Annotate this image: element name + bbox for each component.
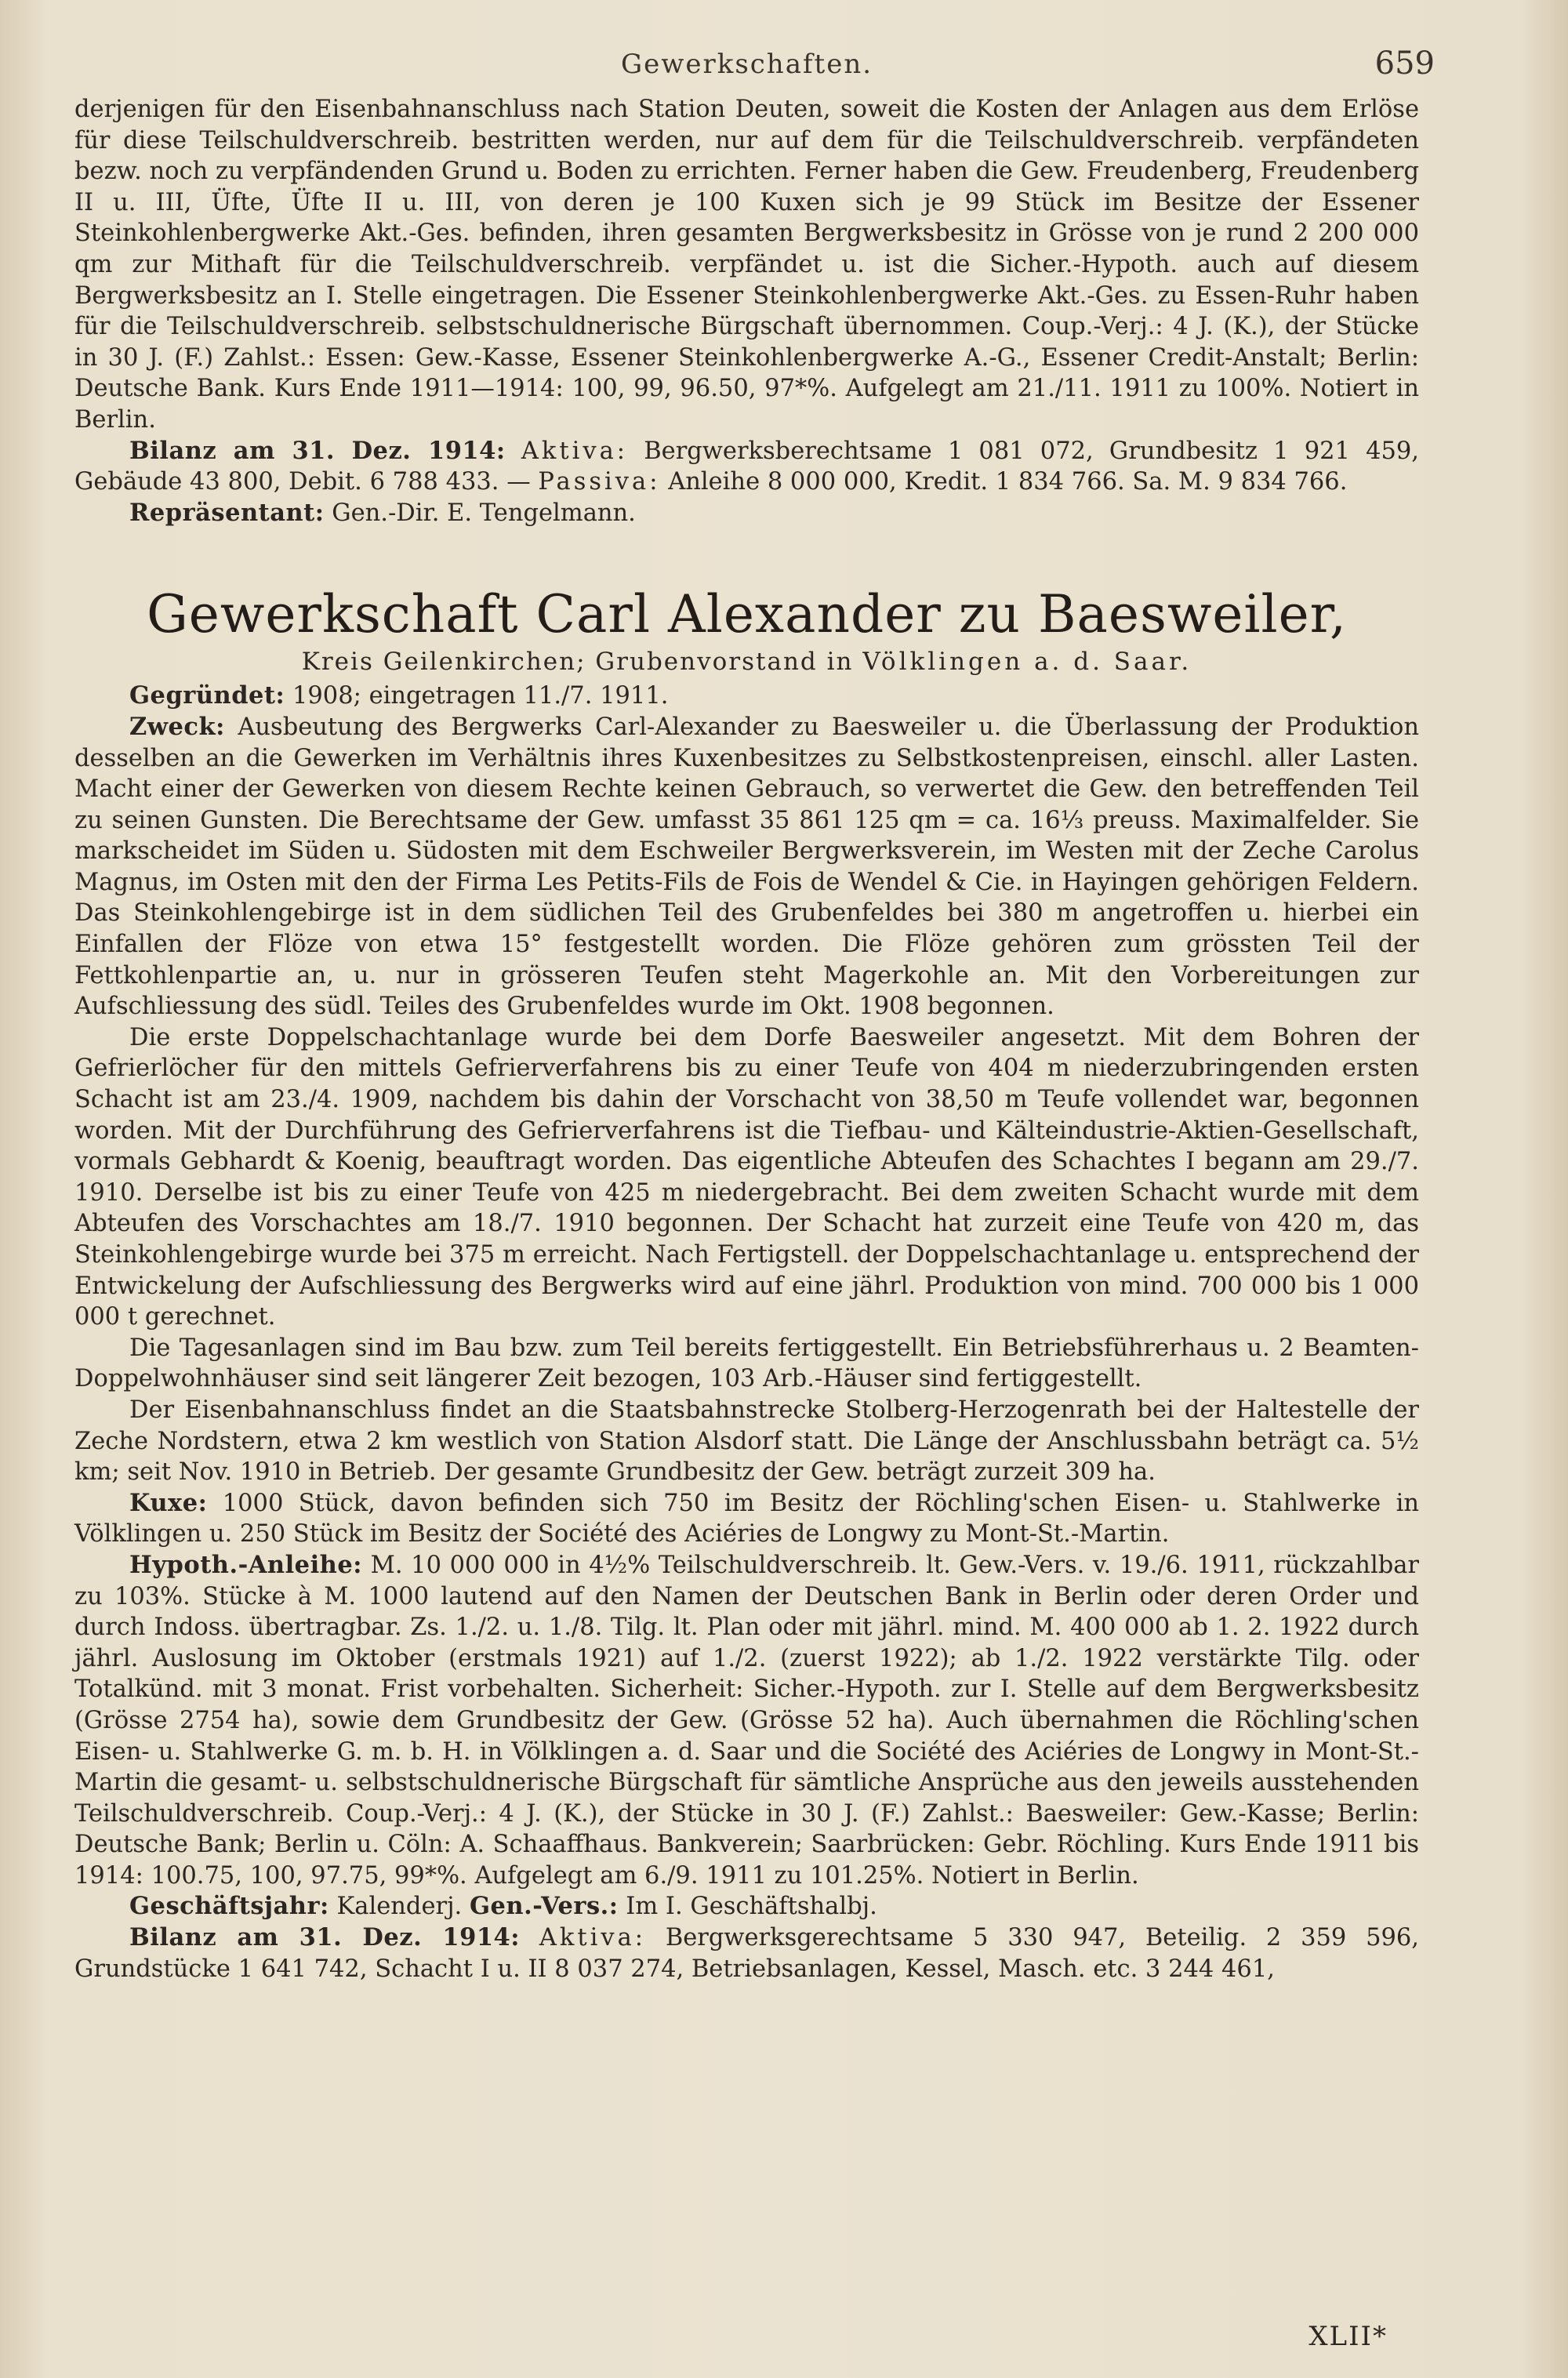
signature-mark: XLII*	[1308, 2321, 1388, 2352]
company-subheading-place: Völklingen a. d. Saar.	[862, 648, 1192, 677]
previous-entry-repraesentant	[74, 498, 1419, 529]
doppelschacht-paragraph: Die erste Doppelschachtanlage wurde bei dem Dorfe Baesweiler angesetzt. Mit dem Bohren der Gefrierlöcher für den mittels Gefrierverfahrens bis zu einer Teufe von 404 m niederzubringenden ersten Schacht ist am 23./4. 1909, nachdem bis dahin der Vorschacht von 38,50 m Teufe vollendet war, begonnen worden. Mit der Durchführung des Gefrierverfahrens ist die Tiefbau- und Kälteindustrie-Aktien-Gesellschaft, vormals Gebhardt & Koenig, beauftragt worden. Das eigentliche Abteufen des Schachtes I begann am 29./7. 1910. Derselbe ist bis zu einer Teufe von 425 m niedergebracht. Bei dem zweiten Schacht wurde mit dem Abteufen des Vorschachtes am 18./7. 1910 begonnen. Der Schacht hat zurzeit eine Teufe von 420 m, das Steinkohlengebirge wurde bei 375 m erreicht. Nach Fertigstell. der Doppelschachtanlage u. entsprechend der Entwickelung der Aufschliessung des Bergwerks wird auf eine jährl. Produktion von mind. 700 000 bis 1 000 000 t gerechnet.	[74, 1023, 1419, 1331]
zweck-label: Zweck:	[129, 712, 225, 741]
passiva-label: Passiva:	[538, 468, 661, 496]
previous-entry-bilanz	[74, 436, 1419, 498]
bilanz-paragraph	[74, 1922, 1419, 1984]
kuxe-label: Kuxe:	[129, 1488, 208, 1517]
hypoth-label: Hypoth.-Anleihe:	[129, 1550, 363, 1579]
entry-aktiva-label: Aktiva:	[539, 1924, 647, 1952]
company-subheading-text: Kreis Geilenkirchen; Grubenvorstand in	[301, 648, 854, 677]
entry-bilanz-label: Bilanz am 31. Dez. 1914:	[129, 1923, 521, 1952]
zweck-text: Ausbeutung des Bergwerks Carl-Alexander zu Baesweiler u. die Überlassung der Produktion desselben an die Gewerken im Verhältnis ihres Kuxenbesitzes zu Selbstkostenpreisen, einschl. aller Lasten. Macht einer der Gewerken von diesem Rechte keinen Gebrauch, so verwertet die Gew. den betreffenden Teil zu seinen Gunsten. Die Berechtsame der Gew. umfasst 35 861 125 qm = ca. 16⅓ preuss. Maximalfelder. Sie markscheidet im Süden u. Südosten mit dem Eschweiler Bergwerksverein, im Westen mit der Zeche Carolus Magnus, im Osten mit den der Firma Les Petits-Fils de Fois de Wendel & Cie. in Hayingen gehörigen Feldern. Das Steinkohlengebirge ist in dem südlichen Teil des Grubenfeldes bei 380 m angetroffen u. hierbei ein Einfallen der Flöze von etwa 15° festgestellt worden. Die Flöze gehören zum grössten Teil der Fettkohlenpartie an, u. nur in grösseren Teufen steht Magerkohle an. Mit den Vorbereitungen zur Aufschliessung des südl. Teiles des Grubenfeldes wurde im Okt. 1908 begonnen.	[74, 713, 1419, 1021]
aktiva-label: Aktiva:	[521, 437, 629, 465]
bilanz-text-passiva: Anleihe 8 000 000, Kredit. 1 834 766. Sa. M. 9 834 766.	[668, 468, 1348, 496]
running-title: Gewerkschaften.	[620, 49, 873, 80]
kuxe-paragraph	[74, 1488, 1419, 1550]
company-subheading	[74, 646, 1419, 677]
bilanz-text-aktiva: Bergwerksberechtsame 1 081 072, Grundbesitz 1 921 459, Gebäude 43 800, Debit. 6 788 433. —	[74, 437, 1419, 496]
gegruendet-label: Gegründet:	[129, 681, 285, 710]
genvers-label: Gen.-Vers.:	[469, 1892, 619, 1921]
company-entry	[74, 583, 1419, 1984]
company-heading: Gewerkschaft Carl Alexander zu Baesweiler,	[147, 584, 1347, 645]
tagesanlagen-paragraph: Die Tagesanlagen sind im Bau bzw. zum Teil bereits fertiggestellt. Ein Betriebsführerhaus u. 2 Beamten-Doppelwohnhäuser sind seit längerer Zeit bezogen, 103 Arb.-Häuser sind fertiggestellt.	[74, 1334, 1419, 1393]
geschaeftsjahr-label: Geschäftsjahr:	[129, 1892, 329, 1921]
bilanz-label: Bilanz am 31. Dez. 1914:	[129, 436, 506, 465]
geschaeftsjahr-text: Kalenderj.	[336, 1893, 463, 1921]
gegruendet-line	[74, 681, 1419, 712]
hypoth-text: M. 10 000 000 in 4½% Teilschuldverschreib. lt. Gew.-Vers. v. 19./6. 1911, rückzahlbar zu 103%. Stücke à M. 1000 lautend auf den Namen der Deutschen Bank in Berlin oder deren Order und durch Indoss. übertragbar. Zs. 1./2. u. 1./8. Tilg. lt. Plan oder mit jährl. mind. M. 400 000 ab 1. 2. 1922 durch jährl. Auslosung im Oktober (erstmals 1921) auf 1./2. (zuerst 1922); ab 1./2. 1922 verstärkte Tilg. oder Totalkünd. mit 3 monat. Frist vorbehalten. Sicherheit: Sicher.-Hypoth. zur I. Stelle auf dem Bergwerksbesitz (Grösse 2754 ha), sowie dem Grundbesitz der Gew. (Grösse 52 ha). Auch übernahmen die Röchling'schen Eisen- u. Stahlwerke G. m. b. H. in Völklingen a. d. Saar und die Société des Aciéries de Longwy in Mont-St.-Martin die gesamt- u. selbstschuldnerische Bürgschaft für sämtliche Ansprüche aus den jeweils ausstehenden Teilschuldverschreib. Coup.-Verj.: 4 J. (K.), der Stücke in 30 J. (F.) Zahlst.: Baesweiler: Gew.-Kasse; Berlin: Deutsche Bank; Berlin u. Cöln: A. Schaaffhaus. Bankverein; Saarbrücken: Gebr. Röchling. Kurs Ende 1911 bis 1914: 100.75, 100, 97.75, 99*%. Aufgelegt am 6./9. 1911 zu 101.25%. Notiert in Berlin.	[74, 1551, 1419, 1890]
repraesentant-text: Gen.-Dir. E. Tengelmann.	[332, 499, 636, 527]
zweck-paragraph	[74, 712, 1419, 1022]
gegruendet-text: 1908; eingetragen 11./7. 1911.	[292, 682, 669, 710]
genvers-text: Im I. Geschäftshalbj.	[626, 1893, 877, 1921]
entry-bilanz-text: Bergwerksgerechtsame 5 330 947, Beteilig. 2 359 596, Grundstücke 1 641 742, Schacht I u. II 8 037 274, Betriebsanlagen, Kessel, Masch. etc. 3 244 461,	[74, 1924, 1419, 1983]
page-number: 659	[1374, 45, 1435, 82]
kuxe-text: 1000 Stück, davon befinden sich 750 im Besitz der Röchling'schen Eisen- u. Stahlwerke in Völklingen u. 250 Stück im Besitz der Société des Aciéries de Longwy zu Mont-St.-Martin.	[74, 1489, 1419, 1548]
previous-entry-continuation	[74, 94, 1419, 528]
repraesentant-label: Repräsentant:	[129, 498, 325, 527]
eisenbahn-paragraph: Der Eisenbahnanschluss findet an die Staatsbahnstrecke Stolberg-Herzogenrath bei der Haltestelle der Zeche Nordstern, etwa 2 km westlich von Station Alsdorf statt. Die Länge der Anschlussbahn beträgt ca. 5½ km; seit Nov. 1910 in Betrieb. Der gesamte Grundbesitz der Gew. beträgt zurzeit 309 ha.	[74, 1396, 1419, 1487]
running-head	[74, 39, 1435, 94]
hypoth-anleihe-paragraph	[74, 1550, 1419, 1892]
previous-entry-text: derjenigen für den Eisenbahnanschluss nach Station Deuten, soweit die Kosten der Anlagen aus dem Erlöse für diese Teilschuldverschreib. bestritten werden, nur auf dem für die Teilschuldverschreib. verpfändeten bezw. noch zu verpfändenden Grund u. Boden zu errichten. Ferner haben die Gew. Freudenberg, Freudenberg II u. III, Üfte, Üfte II u. III, von deren je 100 Kuxen sich je 99 Stück im Besitze der Essener Steinkohlenbergwerke Akt.-Ges. befinden, ihren gesamten Bergwerksbesitz in Grösse von je rund 2 200 000 qm zur Mithaft für die Teilschuldverschreib. verpfändet u. ist die Sicher.-Hypoth. auch auf diesem Bergwerksbesitz an I. Stelle eingetragen. Die Essener Steinkohlenbergwerke Akt.-Ges. zu Essen-Ruhr haben für die Teilschuldverschreib. selbstschuldnerische Bürgschaft übernommen. Coup.-Verj.: 4 J. (K.), der Stücke in 30 J. (F.) Zahlst.: Essen: Gew.-Kasse, Essener Steinkohlenbergwerke A.-G., Essener Credit-Anstalt; Berlin: Deutsche Bank. Kurs Ende 1911—1914: 100, 99, 96.50, 97*%. Aufgelegt am 21./11. 1911 zu 100%. Notiert in Berlin.	[74, 96, 1419, 434]
geschaeftsjahr-line	[74, 1891, 1419, 1922]
